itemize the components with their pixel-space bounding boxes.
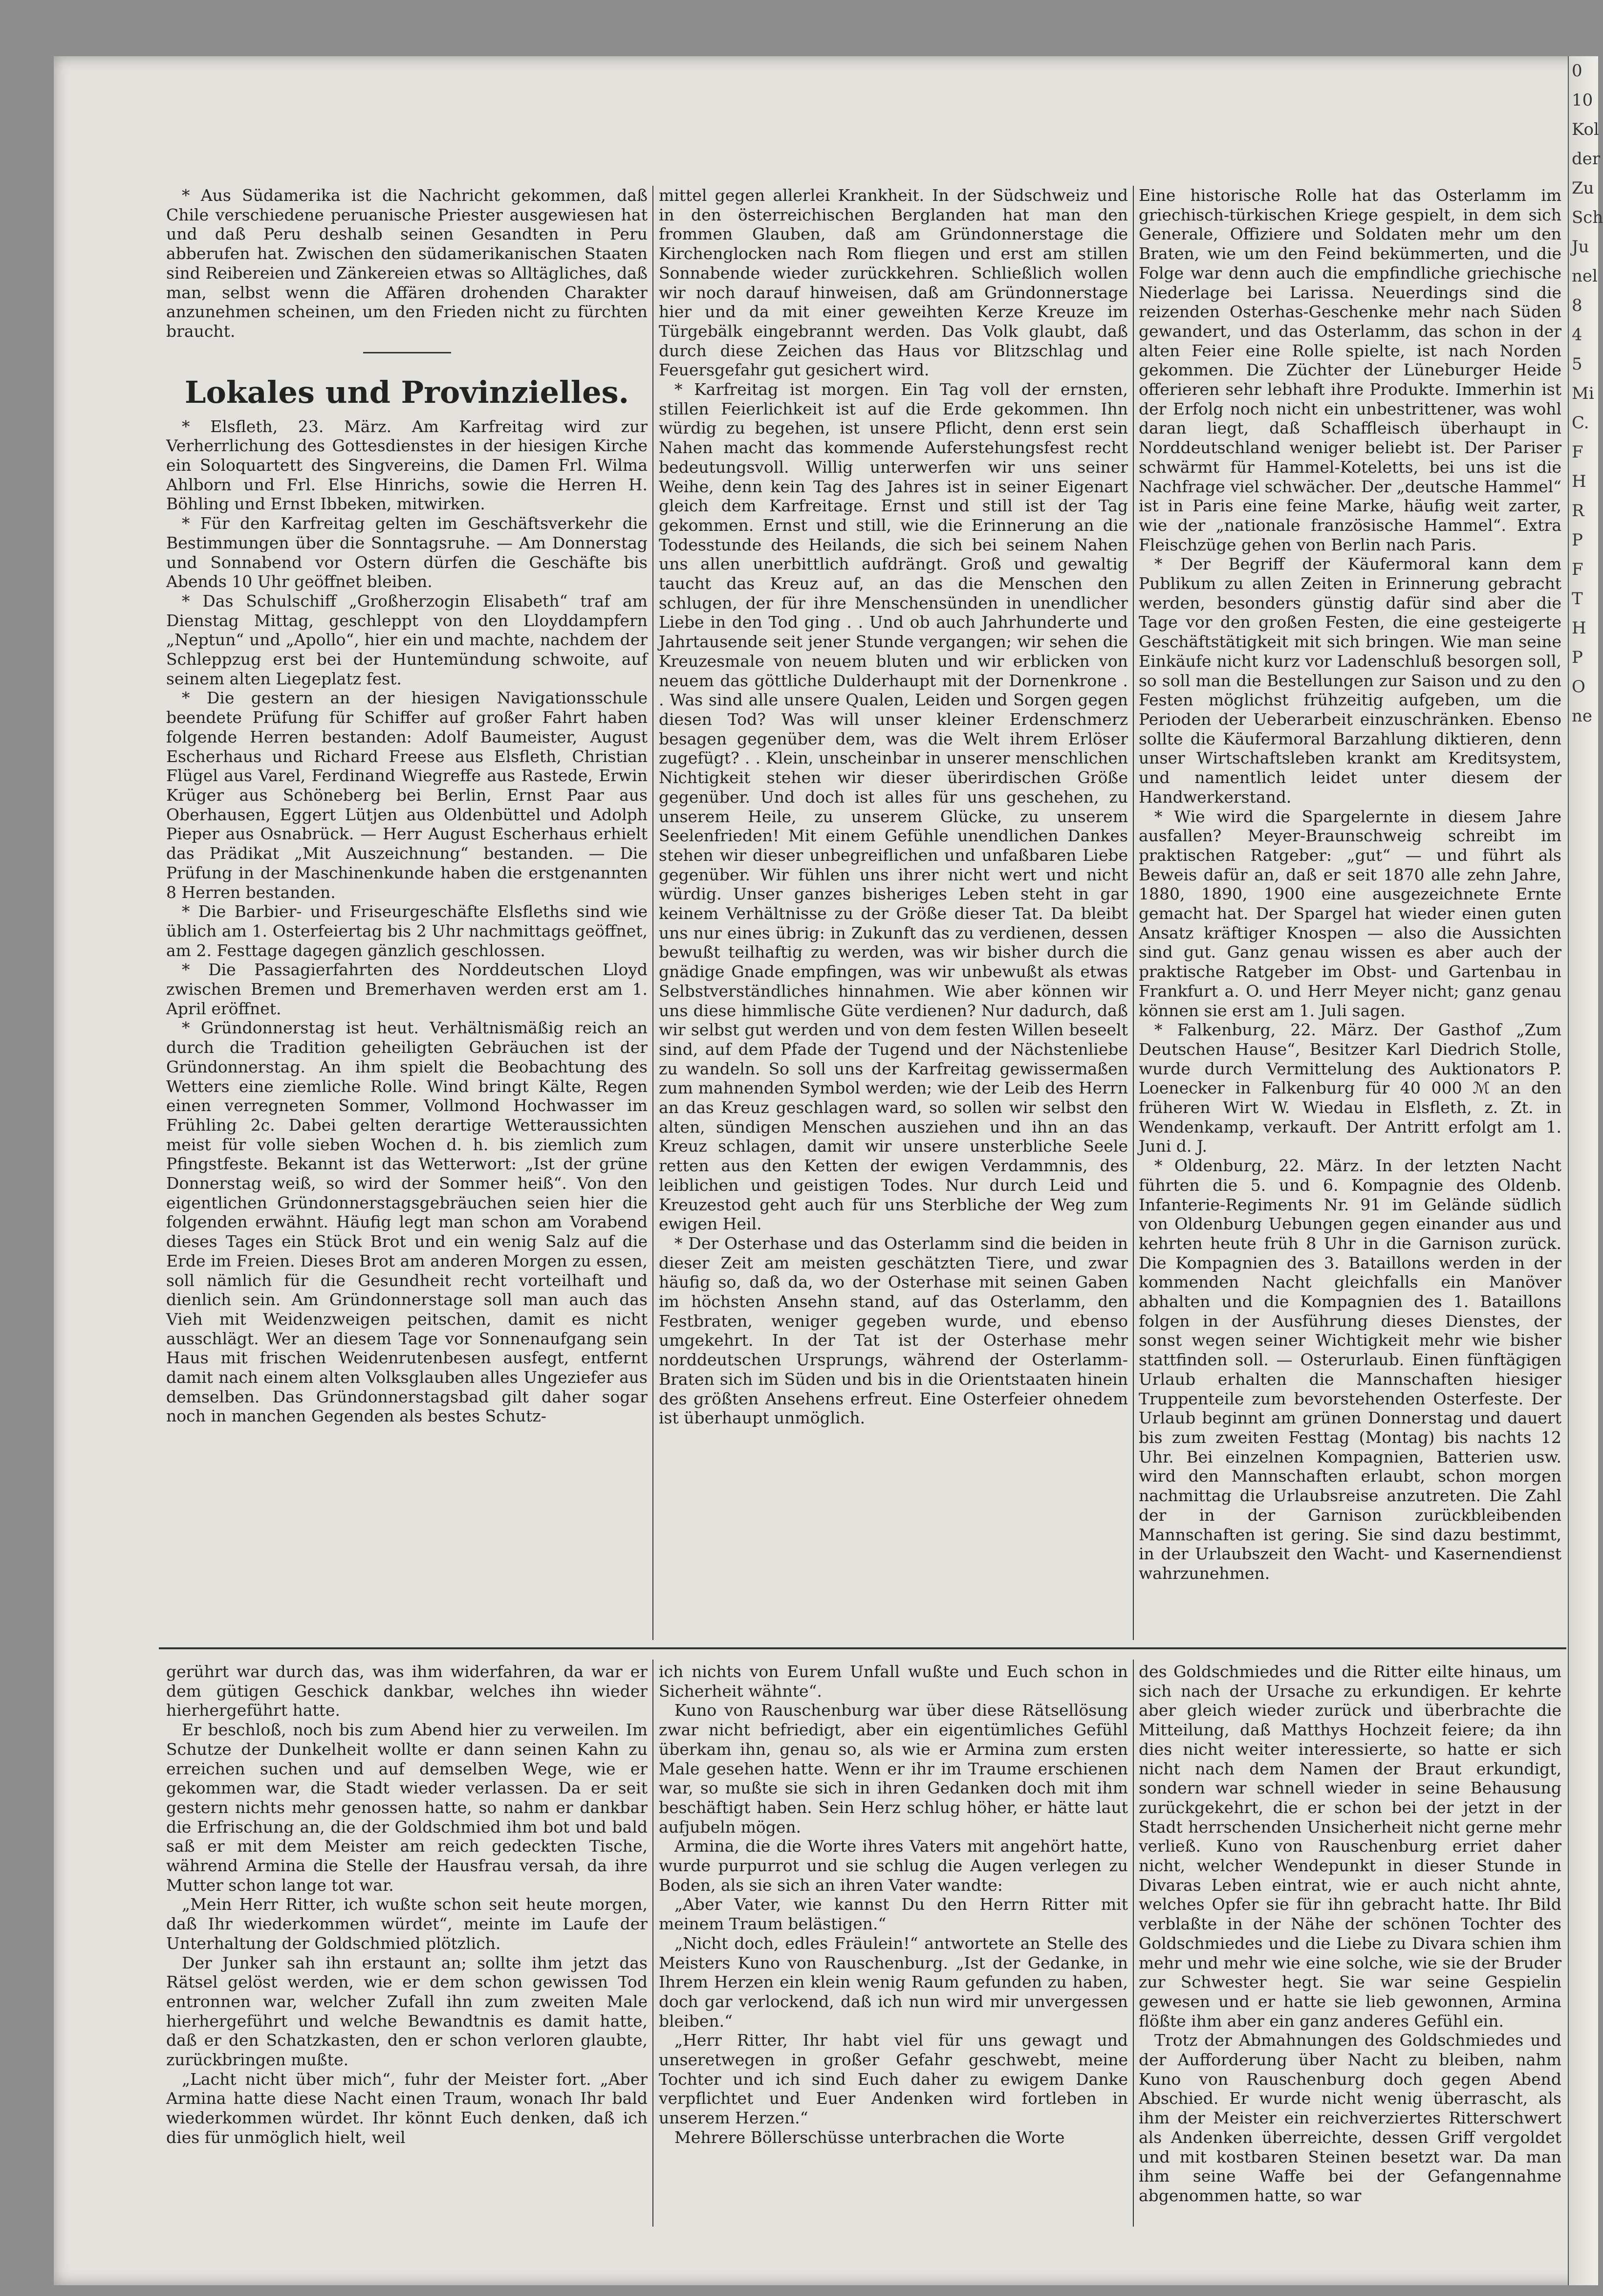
edge-fragment: H — [1572, 618, 1586, 638]
top-column-1 — [166, 186, 648, 1647]
col3-para-1: Eine historische Rolle hat das Osterlamm im griechisch-türkischen Kriege gespielt, in dem sich Generale, Offiziere und Soldaten mehr um den Braten, wie um den Feind bekümmerten, und die Folge war denn auch die empfindliche griechische Niederlage bei Larissa. Neuerdings sind die reizenden Osterhas-Geschenke mehr nach Süden gewandert, und das Osterlamm, das schon in der alten Feier eine Rolle spielte, ist nach Norden gekommen. Die Züchter der Lüneburger Heide offerieren sehr lebhaft ihre Produkte. Immerhin ist der Erfolg noch nicht ein unbestrittener, was wohl daran liegt, daß Schaffleisch überhaupt in Norddeutschland weniger beliebt ist. Der Pariser schwärmt für Hammel-Koteletts, bei uns ist die Nachfrage viel schwächer. Der „deutsche Hammel“ ist in Paris eine feine Marke, häufig weit zarter, wie der „nationale französische Hammel“. Extra Fleischzüge gehen von Berlin nach Paris. — [1139, 186, 1561, 554]
edge-fragment: der — [1572, 149, 1601, 169]
col3-para-3: * Wie wird die Spargelernte in diesem Jahre ausfallen? Meyer-Braunschweig schreibt im praktischen Ratgeber: „gut“ — und führt als Beweis dafür an, daß er seit 1870 alle zehn Jahre, 1880, 1890, 1900 eine ausgezeichnete Ernte gemacht hat. Der Spargel hat wieder einen guten Ansatz kräftiger Knospen — also die Aussichten sind gut. Ganz genau wissen es aber auch der praktische Ratgeber im Obst- und Gartenbau in Frankfurt a. O. und Herr Meyer nicht; ganz genau können sie erst am 1. Juli sagen. — [1139, 807, 1561, 1020]
edge-fragment: 4 — [1572, 325, 1582, 345]
column-rule-bottom-1 — [652, 1660, 653, 2227]
feuilleton-col3-para-1: des Goldschmiedes und die Ritter eilte hinaus, um sich nach der Ursache zu erkundigen. Er kehrte aber gleich wieder zurück und überbrachte die Mitteilung, daß Matthys Hochzeit feiere; da ihn dies nicht weiter interessierte, so hatte er sich nicht nach dem Namen der Braut erkundigt, sondern war schnell wieder in seine Behausung zurückgekehrt, die er schon bei der jetzt in der Stadt herrschenden Unsicherheit nicht gerne mehr verließ. Kuno von Rauschenburg erriet daher nicht, welcher Wendepunkt in dieser Stunde in Divaras Leben eintrat, wie er auch nicht ahnte, welches Opfer sie für ihn gebracht hatte. Ihr Bild verblaßte in der Nähe der schönen Tochter des Goldschmiedes und die Liebe zu Divara schien ihm mehr und mehr wie eine solche, wie sie der Bruder zur Schwester hegt. Sie war seine Gespielin gewesen und er hatte sie lieb gewonnen, Armina flößte ihm aber ein ganz anderes Gefühl ein. — [1139, 1662, 1561, 2031]
col2-para-3: * Der Osterhase und das Osterlamm sind die beiden in dieser Zeit am meisten geschätzten Tiere, und zwar häufig so, daß da, wo der Osterhase mit seinen Gaben im höchsten Ansehn stand, auf das Osterlamm, den Festbraten, weniger gegeben wurde, und ebenso umgekehrt. In der Tat ist der Osterhase mehr norddeutschen Ursprungs, während der Osterlamm-Braten sich im Süden und bis in die Orientstaaten hinein des größten Ansehens erfreut. Eine Osterfeier ohnedem ist überhaupt unmöglich. — [659, 1233, 1128, 1428]
col3-para-2: * Der Begriff der Käufermoral kann dem Publikum zu allen Zeiten in Erinnerung gebracht werden, besonders günstig dafür sind aber die Tage vor den großen Festen, die eine gesteigerte Geschäftstätigkeit mit sich bringen. Wie man seine Einkäufe nicht kurz vor Ladenschluß besorgen soll, so soll man die Bestellungen zur Saison und zu den Festen möglichst frühzeitig aufgeben, um die Perioden der Ueberarbeit einzuschränken. Ebenso sollte die Käufermoral Barzahlung diktieren, denn unser Wirtschaftsleben krankt am Kreditsystem, und namentlich leidet unter diesem der Handwerkerstand. — [1139, 554, 1561, 807]
top-column-3 — [1139, 186, 1561, 1647]
feuilleton-col1-para-2: Er beschloß, noch bis zum Abend hier zu verweilen. Im Schutze der Dunkelheit wollte er dann seinen Kahn zu erreichen suchen und auf demselben Wege, wie er gekommen war, die Stadt wieder verlassen. Da er seit gestern nichts mehr genossen hatte, so nahm er dankbar die Erfrischung an, die der Goldschmied ihm bot und bald saß er mit dem Meister am reich gedeckten Tische, während Armina die Stelle der Hausfrau versah, da ihre Mutter schon lange tot war. — [166, 1720, 648, 1895]
feuilleton-col2-para-1: ich nichts von Eurem Unfall wußte und Euch schon in Sicherheit wähnte“. — [659, 1662, 1128, 1701]
section-heading: Lokales und Provinzielles. — [184, 374, 629, 410]
newspaper-page — [54, 56, 1603, 2285]
col1-para-3: * Das Schulschiff „Großherzogin Elisabeth“ traf am Dienstag Mittag, geschleppt von den Lloyddampfern „Neptun“ und „Apollo“, hier ein und machte, nachdem der Schleppzug erst bei der Huntemündung schwoite, auf seinem alten Liegeplatz fest. — [166, 591, 648, 688]
edge-fragment: Ju — [1572, 237, 1589, 257]
column-rule-top-2 — [1133, 186, 1134, 1640]
feuilleton-col2-para-4: „Aber Vater, wie kannst Du den Herrn Ritter mit meinem Traum belästigen.“ — [659, 1895, 1128, 1934]
edge-fragment: Zu — [1572, 178, 1594, 198]
feuilleton-col1-para-3: „Mein Herr Ritter, ich wußte schon seit heute morgen, daß Ihr wiederkommen würdet“, meinte im Laufe der Unterhaltung der Goldschmied plötzlich. — [166, 1895, 648, 1953]
edge-fragment: O — [1572, 677, 1585, 697]
feuilleton-column-3 — [1139, 1662, 1561, 2224]
adjacent-page-edge — [1568, 56, 1603, 2285]
edge-fragment: F — [1572, 442, 1583, 462]
column-rule-bottom-2 — [1133, 1660, 1134, 2227]
edge-fragment: H — [1572, 472, 1586, 491]
col1-para-1: * Elsfleth, 23. März. Am Karfreitag wird zur Verherrlichung des Gottesdienstes in der hiesigen Kirche ein Soloquartett des Singvereins, die Damen Frl. Wilma Ahlborn und Frl. Else Hinrichs, sowie die Herren H. Böhling und Ernst Ibbeken, mitwirken. — [166, 416, 648, 514]
feuilleton-col3-para-2: Trotz der Abmahnungen des Goldschmiedes und der Aufforderung über Nacht zu bleiben, nahm Kuno von Rauschenburg doch gegen Abend Abschied. Er wurde nicht wenig überrascht, als ihm der Meister ein reichverziertes Ritterschwert als Andenken überreichte, dessen Griff vergoldet und mit kostbaren Steinen besetzt war. Da man ihm seine Waffe bei der Gefangennahme abgenommen hatte, so war — [1139, 2031, 1561, 2205]
col2-para-1: mittel gegen allerlei Krankheit. In der Südschweiz und in den österreichischen Berglanden hat man den frommen Glauben, daß am Gründonnerstage die Kirchenglocken nach Rom fliegen und erst am stillen Sonnabende wieder zurückkehren. Schließlich wollen wir noch darauf hinweisen, daß am Gründonnerstage hier und da mit einer geweihten Kerze Kreuze im Türgebälk eingebrannt werden. Das Volk glaubt, daß durch diese Zeichen das Haus vor Blitzschlag und Feuersgefahr gut gesichert wird. — [659, 186, 1128, 380]
col1-para-6: * Die Passagierfahrten des Norddeutschen Lloyd zwischen Bremen und Bremerhaven werden erst am 1. April eröffnet. — [166, 960, 648, 1018]
col1-para-4: * Die gestern an der hiesigen Navigationsschule beendete Prüfung für Schiffer auf großer Fahrt haben folgende Herren bestanden: Adolf Baumeister, August Escherhaus und Richard Freese aus Elsfleth, Christian Flügel aus Varel, Ferdinand Wiegreffe aus Rastede, Erwin Krüger aus Schöneberg bei Berlin, Ernst Paar aus Oberhausen, Eggert Lütjen aus Oldenbüttel und Adolph Pieper aus Osnabrück. — Herr August Escherhaus erhielt das Prädikat „Mit Auszeichnung“ bestanden. — Die Prüfung in der Maschinenkunde haben die erstgenannten 8 Herren bestanden. — [166, 688, 648, 902]
edge-fragment: 0 — [1572, 61, 1582, 81]
edge-fragment: Sch — [1572, 208, 1603, 227]
feuilleton-col2-para-5: „Nicht doch, edles Fräulein!“ antwortete an Stelle des Meisters Kuno von Rauschenburg. „Ist der Gedanke, in Ihrem Herzen ein klein wenig Raum gefunden zu haben, doch gar verlockend, daß ich nun wird mir unvergessen bleiben.“ — [659, 1933, 1128, 2031]
edge-fragment: nel — [1572, 266, 1598, 286]
feuilleton-col2-para-7: Mehrere Böllerschüsse unterbrachen die Worte — [674, 2127, 1065, 2147]
feuilleton-col2-para-6: „Herr Ritter, Ihr habt viel für uns gewagt und unseretwegen in großer Gefahr geschwebt, meine Tochter und ich sind Euch daher zu ewigem Danke verpflichtet und Euer Andenken wird fortleben in unserem Herzen.“ — [659, 2031, 1128, 2128]
edge-fragment: Kol — [1572, 120, 1599, 139]
column-rule-top-1 — [652, 186, 653, 1640]
feuilleton-col1-para-1: gerührt war durch das, was ihm widerfahren, da war er dem gütigen Geschick dankbar, welches ihn wieder hierhergeführt hatte. — [166, 1662, 648, 1720]
col3-para-4: * Falkenburg, 22. März. Der Gasthof „Zum Deutschen Hause“, Besitzer Karl Diedrich Stolle, wurde durch Vermittelung des Auktionators P. Loenecker in Falkenburg für 40 000 ℳ an den früheren Wirt W. Wiedau in Elsfleth, z. Zt. in Wendenkamp, verkauft. Der Antritt erfolgt am 1. Juni d. J. — [1139, 1020, 1561, 1156]
feuilleton-separator — [159, 1647, 1566, 1649]
col1-para-5: * Die Barbier- und Friseurgeschäfte Elsfleths sind wie üblich am 1. Osterfeiertag bis 2 Uhr nachmittags geöffnet, am 2. Festtage dagegen gänzlich geschlossen. — [166, 902, 648, 960]
edge-fragment: P — [1572, 648, 1583, 667]
col1-para-7: * Gründonnerstag ist heut. Verhältnismäßig reich an durch die Tradition geheiligten Gebräuchen ist der Gründonnerstag. An ihm spielt die Beobachtung des Wetters eine ziemliche Rolle. Wind bringt Kälte, Regen einen verregneten Sommer, Vollmond Hochwasser im Frühling 2c. Dabei gelten derartige Wetteraussichten meist für volle sieben Wochen d. h. bis ziemlich zum Pfingstfeste. Bekannt ist das Wetterwort: „Ist der grüne Donnerstag weiß, so wird der Sommer heiß“. Von den eigentlichen Gründonnerstagsgebräuchen seien hier die folgenden erwähnt. Häufig legt man schon am Vorabend dieses Tages ein Stück Brot und ein wenig Salz auf die Erde im Freien. Dieses Brot am anderen Morgen zu essen, soll nämlich für die Gesundheit recht vorteilhaft und dienlich sein. Am Gründonnerstage soll man auch das Vieh mit Weidenzweigen peitschen, damit es nicht ausschlägt. Wer an diesem Tage vor Sonnenaufgang sein Haus mit frischen Weidenrutenbesen ausfegt, entfernt damit nach einem alten Volksglauben alles Ungeziefer aus demselben. Das Gründonnerstagsbad gilt daher sogar noch in manchen Gegenden als bestes Schutz- — [166, 1018, 648, 1426]
edge-fragment: P — [1572, 530, 1583, 550]
col1-intro: * Aus Südamerika ist die Nachricht gekommen, daß Chile verschiedene peruanische Priester ausgewiesen hat und daß Peru deshalb seinen Gesandten in Peru abberufen hat. Zwischen den südamerikanischen Staaten sind Reibereien und Zänkereien etwas so Alltägliches, daß man, selbst wenn die Affären drohenden Charakter anzunehmen scheinen, um den Frieden nicht zu fürchten braucht. — [166, 186, 648, 341]
feuilleton-col2-para-3: Armina, die die Worte ihres Vaters mit angehört hatte, wurde purpurrot und sie schlug die Augen verlegen zu Boden, als sie sich an ihren Vater wandte: — [659, 1837, 1128, 1895]
edge-fragment: 5 — [1572, 354, 1582, 374]
edge-fragment: Mi — [1572, 384, 1594, 403]
top-column-2 — [659, 186, 1128, 1647]
col2-para-2: * Karfreitag ist morgen. Ein Tag voll der ernsten, stillen Feierlichkeit ist auf die Erde gekommen. Ihn würdig zu begehen, ist unsere Pflicht, denn erst sein Nahen macht das kommende Auferstehungsfest recht bedeutungsvoll. Willig unterwerfen wir uns seiner Weihe, denn kein Tag des Jahres ist in seiner Eigenart gleich dem Karfreitage. Ernst und still ist der Tag gekommen. Ernst und still, wie die Erinnerung an die Todesstunde des Heilands, die sich bei seinem Nahen uns allen unerbittlich aufdrängt. Groß und gewaltig taucht das Kreuz auf, an das die Menschen den schlugen, der für ihre Menschensünden in unendlicher Liebe in den Tod ging . . Und ob auch Jahrhunderte und Jahrtausende seit jener Stunde vergangen; wir sehen die Kreuzesmale von neuem bluten und wir erblicken von neuem das göttliche Dulderhaupt mit der Dornenkrone . . Was sind alle unsere Qualen, Leiden und Sorgen gegen diesen Tod? Was will unser kleiner Erdenschmerz besagen gegenüber dem, was die Welt ihrem Erlöser zugefügt? . . Klein, unscheinbar in unserer menschlichen Nichtigkeit stehen wir dieser überirdischen Größe gegenüber. Und doch ist alles für uns geschehen, zu unserem Heile, zu unserem Glücke, zu unserem Seelenfrieden! Mit einem Gefühle unendlichen Dankes stehen wir dieser unbegreiflichen und unfaßbaren Liebe gegenüber. Wir fühlen uns ihrer nicht wert und nicht würdig. Unser ganzes bisheriges Leben steht in gar keinem Verhältnisse zu der Größe dieser Tat. Da bleibt uns nur eines übrig: in Zukunft das zu verdienen, dessen bewußt teilhaftig zu werden, was wir bisher durch die gnädige Gnade empfingen, was wir unbewußt als etwas Selbstverständliches hinnahmen. Wie aber können wir uns diese himmlische Güte verdienen? Nur dadurch, daß wir selbst gut werden und von dem festen Willen beseelt sind, auf dem Pfade der Tugend und der Nächstenliebe zu wandeln. So soll uns der Karfreitag gewissermaßen zum mahnenden Symbol werden; wie der Leib des Herrn an das Kreuz geschlagen ward, so sollen wir selbst den alten, sündigen Menschen ausziehen und ihn an das Kreuz schlagen, damit wir unsere unsterbliche Seele retten aus den Ketten der ewigen Verdammnis, des leiblichen und geistigen Todes. Nur durch Leid und Kreuzestod geht auch für uns Sterbliche der Weg zum ewigen Heil. — [659, 380, 1128, 1234]
heading-divider — [363, 352, 451, 353]
feuilleton-col1-para-4: Der Junker sah ihn erstaunt an; sollte ihm jetzt das Rätsel gelöst werden, wie er dem schon gewissen Tod entronnen war, welcher Zufall ihn zum zweiten Male hierhergeführt und welche Bewandtnis es damit hatte, daß er den Schatzkasten, den er schon verloren glaubte, zurückbringen mußte. — [166, 1953, 648, 2070]
edge-fragment: F — [1572, 560, 1583, 579]
edge-fragment: C. — [1572, 413, 1589, 433]
edge-fragment: T — [1572, 589, 1583, 609]
edge-fragment: R — [1572, 501, 1584, 521]
feuilleton-column-1 — [166, 1662, 648, 2224]
col1-para-2: * Für den Karfreitag gelten im Geschäftsverkehr die Bestimmungen über die Sonntagsruhe. — Am Donnerstag und Sonnabend vor Ostern dürfen die Geschäfte bis Abends 10 Uhr geöffnet bleiben. — [166, 514, 648, 591]
feuilleton-col2-para-2: Kuno von Rauschenburg war über diese Rätsellösung zwar nicht befriedigt, aber ein eigentümliches Gefühl überkam ihn, genau so, als wie er Armina zum ersten Male gesehen hatte. Wenn er ihr im Traume erschienen war, so mußte sie sich in ihren Gedanken doch mit ihm beschäftigt haben. Sein Herz schlug höher, er hätte laut aufjubeln mögen. — [659, 1701, 1128, 1837]
edge-fragment: 10 — [1572, 90, 1593, 110]
edge-fragment: ne — [1572, 706, 1593, 726]
col3-para-5: * Oldenburg, 22. März. In der letzten Nacht führten die 5. und 6. Kompagnie des Oldenb. Infanterie-Regiments Nr. 91 im Gelände südlich von Oldenburg Uebungen gegen einander aus und kehrten heute früh 8 Uhr in die Garnison zurück. Die Kompagnien des 3. Bataillons werden in der kommenden Nacht gleichfalls ein Manöver abhalten und die Kompagnien des 1. Bataillons folgen in der Ausführung dieses Dienstes, der sonst wegen seiner Wichtigkeit mehr wie bisher stattfinden soll. — Osterurlaub. Einen fünftägigen Urlaub erhalten die Mannschaften hiesiger Truppenteile zum bevorstehenden Osterfeste. Der Urlaub beginnt am grünen Donnerstag und dauert bis zum zweiten Festtag (Montag) bis nachts 12 Uhr. Bei einzelnen Kompagnien, Batterien usw. wird den Mannschaften erlaubt, schon morgen nachmittag die Urlaubsreise anzutreten. Die Zahl der in der Garnison zurückbleibenden Mannschaften ist gering. Sie sind dazu bestimmt, in der Urlaubszeit den Wacht- und Kasernendienst wahrzunehmen. — [1139, 1156, 1561, 1583]
edge-fragment: 8 — [1572, 296, 1582, 315]
feuilleton-column-2 — [659, 1662, 1128, 2224]
feuilleton-col1-para-5: „Lacht nicht über mich“, fuhr der Meister fort. „Aber Armina hatte diese Nacht einen Traum, wonach Ihr bald wiederkommen würdet. Ihr könnt Euch denken, daß ich dies für unmöglich hielt, weil — [166, 2069, 648, 2147]
